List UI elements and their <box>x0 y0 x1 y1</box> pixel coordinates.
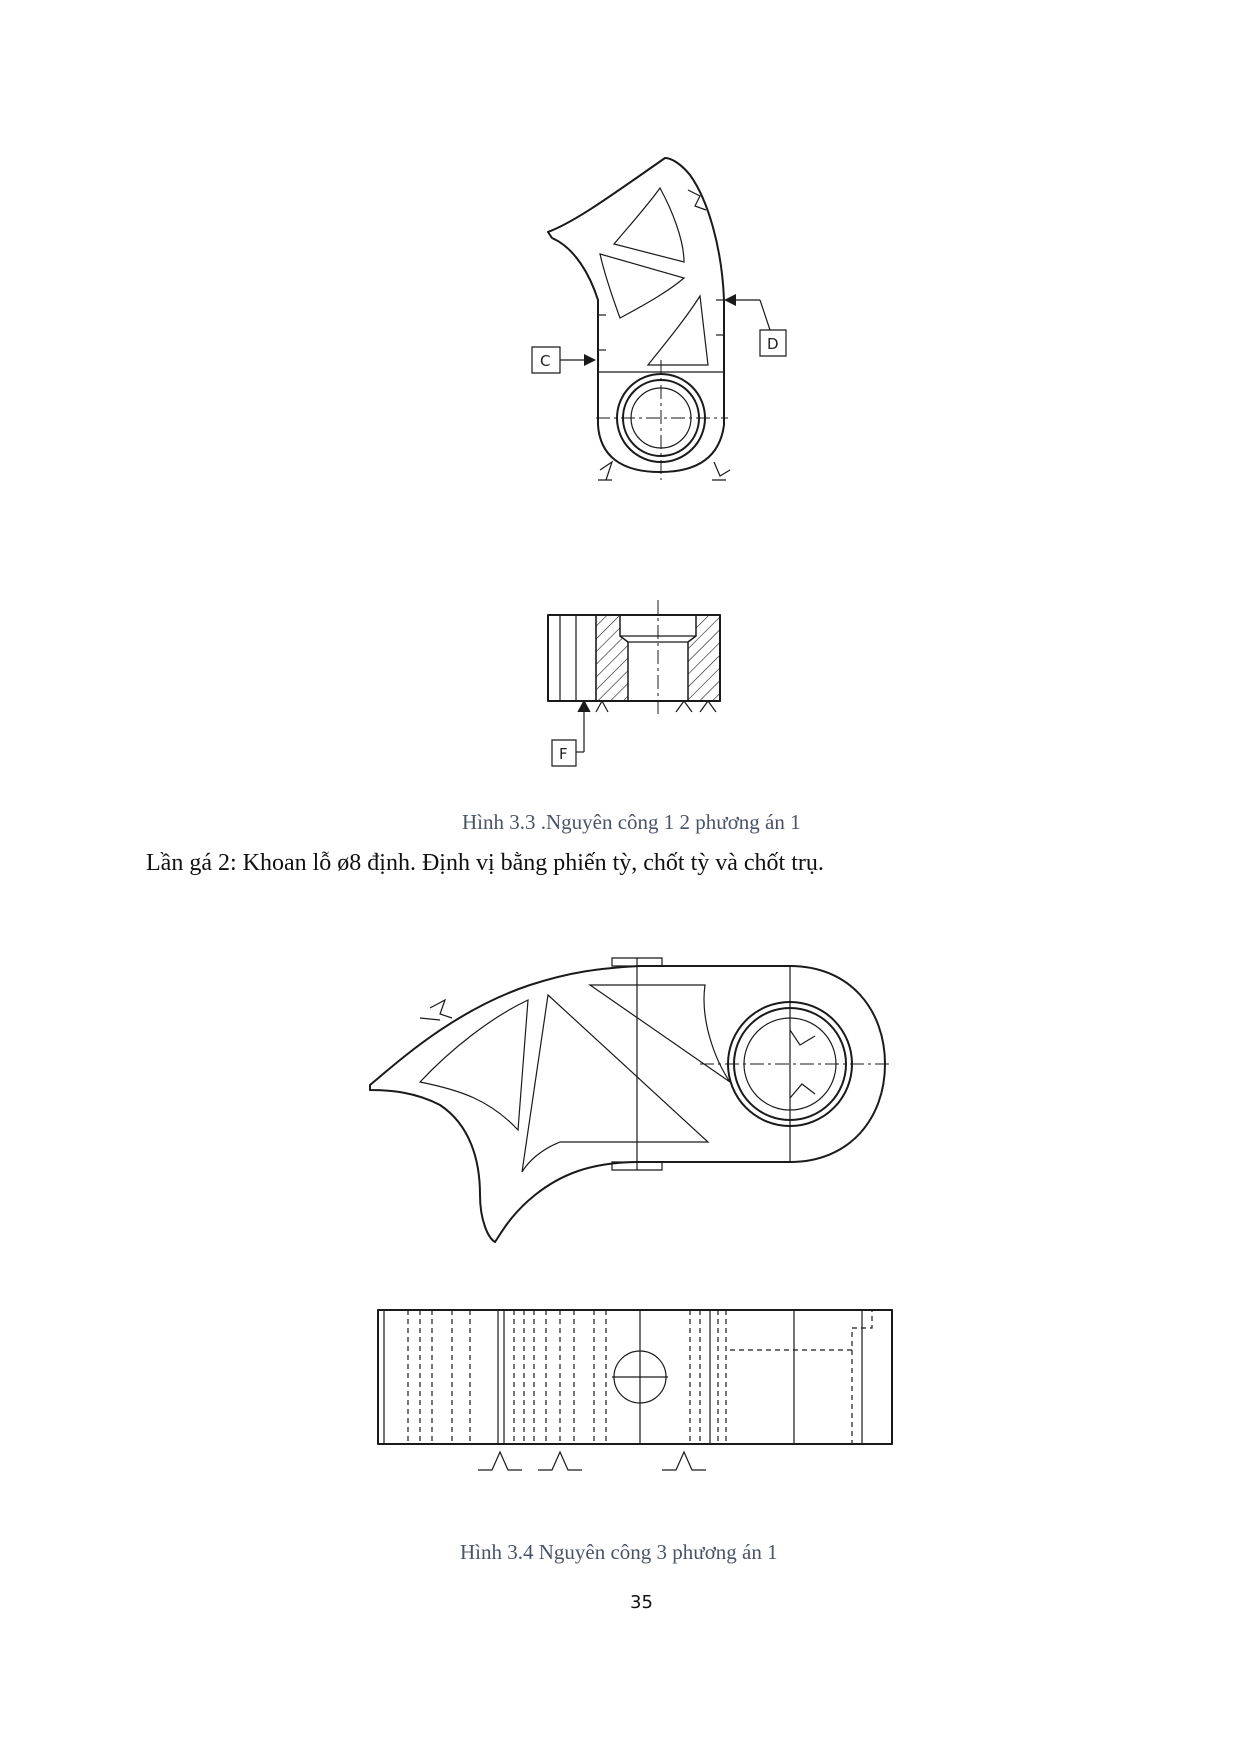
fig-3-3-top-view <box>532 158 786 480</box>
body-paragraph: Lần gá 2: Khoan lỗ ø8 định. Định vị bằng phiến tỳ, chốt tỳ và chốt trụ. <box>146 850 824 876</box>
fig-3-4-side-view <box>378 1310 892 1470</box>
datum-d-label: D <box>767 335 779 353</box>
page-number: 35 <box>630 1592 653 1613</box>
datum-f-label: F <box>559 745 568 763</box>
fig-3-4-top-view <box>370 958 890 1242</box>
figure-3-4-caption: Hình 3.4 Nguyên công 3 phương án 1 <box>460 1540 778 1564</box>
fig-3-3-section-view <box>548 600 720 766</box>
datum-c-label: C <box>540 352 551 370</box>
figure-3-3-caption: Hình 3.3 .Nguyên công 1 2 phương án 1 <box>462 810 801 834</box>
